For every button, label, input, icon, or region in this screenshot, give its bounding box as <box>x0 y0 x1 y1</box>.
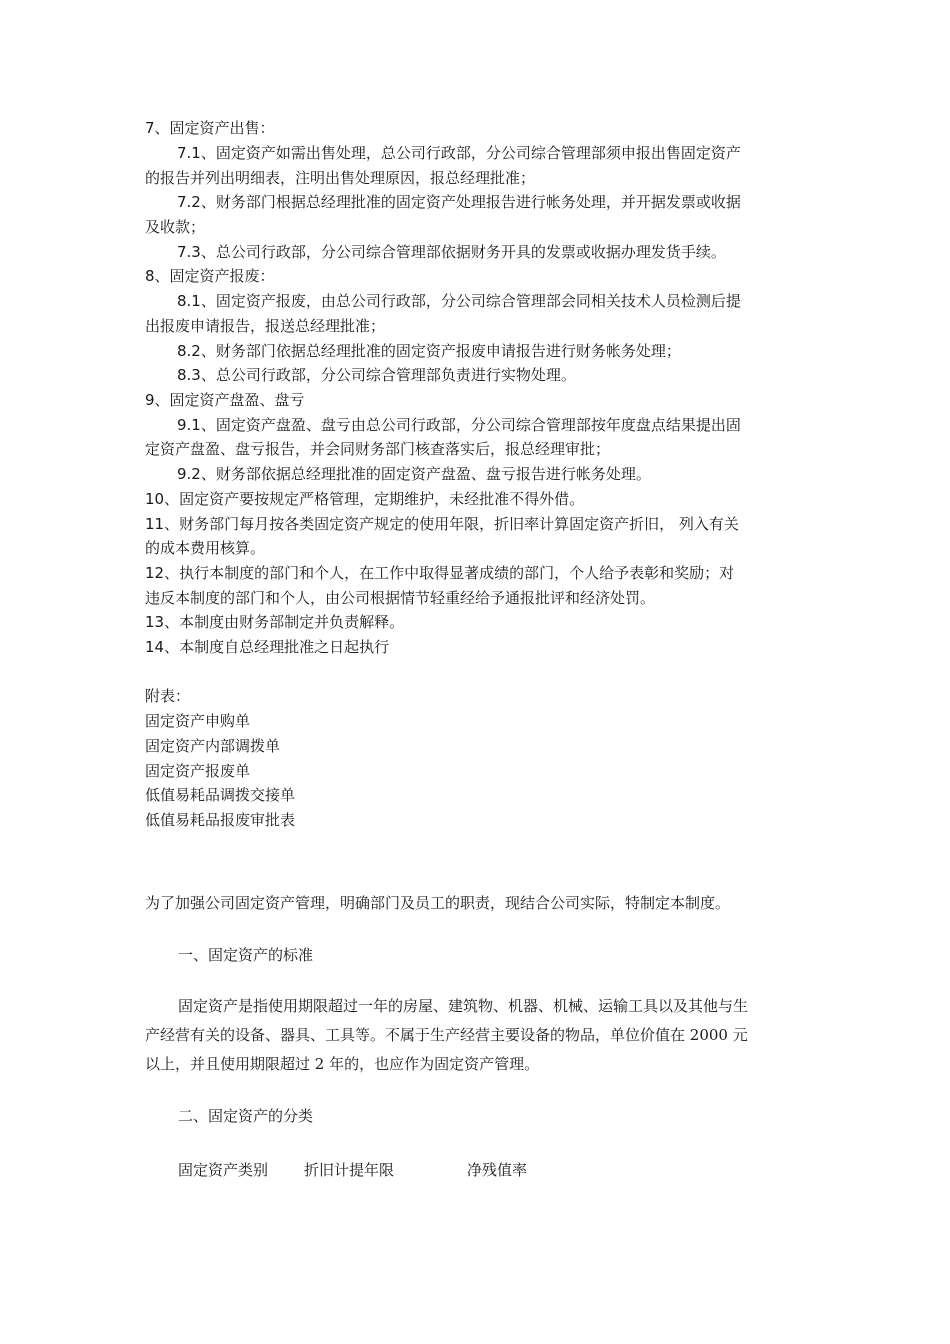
part-2-title: 二、固定资产的分类 <box>178 1107 314 1125</box>
paragraph-7-3: 7.3、总公司行政部，分公司综合管理部依据财务开具的发票或收据办理发货手续。 <box>177 243 726 261</box>
section-8-title: 8、固定资产报废： <box>145 267 275 285</box>
section-12-line-1: 12、执行本制度的部门和个人，在工作中取得显著成绩的部门，个人给予表彰和奖励；对 <box>145 564 735 582</box>
part-1-title: 一、固定资产的标准 <box>178 946 314 964</box>
table-header-depreciation-years: 折旧计提年限 <box>304 1161 395 1179</box>
appendix-title: 附表： <box>145 687 191 705</box>
paragraph-8-1-line-1: 8.1、固定资产报废，由总公司行政部，分公司综合管理部会同相关技术人员检测后提 <box>177 292 741 310</box>
appendix-item: 固定资产内部调拨单 <box>145 737 281 755</box>
section-9-title: 9、固定资产盘盈、盘亏 <box>145 391 305 409</box>
section-7-title: 7、固定资产出售： <box>145 119 275 137</box>
appendix-item: 固定资产申购单 <box>145 712 251 730</box>
section-11-line-2: 的成本费用核算。 <box>145 539 266 557</box>
section-11-line-1: 11、财务部门每月按各类固定资产规定的使用年限，折旧率计算固定资产折旧， 列入有关 <box>145 515 739 533</box>
section-12-line-2: 违反本制度的部门和个人，由公司根据情节轻重经给予通报批评和经济处罚。 <box>145 589 656 607</box>
table-header-residual-rate: 净残值率 <box>467 1161 528 1179</box>
section-10: 10、固定资产要按规定严格管理，定期维护，未经批准不得外借。 <box>145 490 585 508</box>
paragraph-7-1-line-1: 7.1、固定资产如需出售处理，总公司行政部，分公司综合管理部须申报出售固定资产 <box>177 144 741 162</box>
appendix-item: 低值易耗品报废审批表 <box>145 811 296 829</box>
intro-paragraph: 为了加强公司固定资产管理，明确部门及员工的职责，现结合公司实际，特制定本制度。 <box>145 894 731 912</box>
paragraph-9-1-line-2: 定资产盘盈、盘亏报告，并会同财务部门核查落实后，报总经理审批； <box>145 440 611 458</box>
paragraph-7-1-line-2: 的报告并列出明细表，注明出售处理原因，报总经理批准； <box>145 169 536 187</box>
paragraph-8-1-line-2: 出报废申请报告，报送总经理批准； <box>145 317 386 335</box>
table-header-category: 固定资产类别 <box>178 1161 269 1179</box>
appendix-item: 低值易耗品调拨交接单 <box>145 786 296 804</box>
section-13: 13、本制度由财务部制定并负责解释。 <box>145 613 405 631</box>
part-1-line-1: 固定资产是指使用期限超过一年的房屋、建筑物、机器、机械、运输工具以及其他与生 <box>178 997 749 1015</box>
section-14: 14、本制度自总经理批准之日起执行 <box>145 638 390 656</box>
paragraph-8-3: 8.3、总公司行政部，分公司综合管理部负责进行实物处理。 <box>177 366 576 384</box>
paragraph-7-2-line-2: 及收款； <box>145 218 206 236</box>
paragraph-9-2: 9.2、财务部依据总经理批准的固定资产盘盈、盘亏报告进行帐务处理。 <box>177 465 651 483</box>
paragraph-7-2-line-1: 7.2、财务部门根据总经理批准的固定资产处理报告进行帐务处理，并开据发票或收据 <box>177 193 741 211</box>
paragraph-8-2: 8.2、财务部门依据总经理批准的固定资产报废申请报告进行财务帐务处理； <box>177 342 681 360</box>
part-1-line-3: 以上，并且使用期限超过 2 年的，也应作为固定资产管理。 <box>145 1055 540 1073</box>
part-1-line-2: 产经营有关的设备、器具、工具等。不属于生产经营主要设备的物品，单位价值在 2000 元 <box>145 1026 748 1044</box>
appendix-item: 固定资产报废单 <box>145 762 251 780</box>
paragraph-9-1-line-1: 9.1、固定资产盘盈、盘亏由总公司行政部，分公司综合管理部按年度盘点结果提出固 <box>177 416 741 434</box>
